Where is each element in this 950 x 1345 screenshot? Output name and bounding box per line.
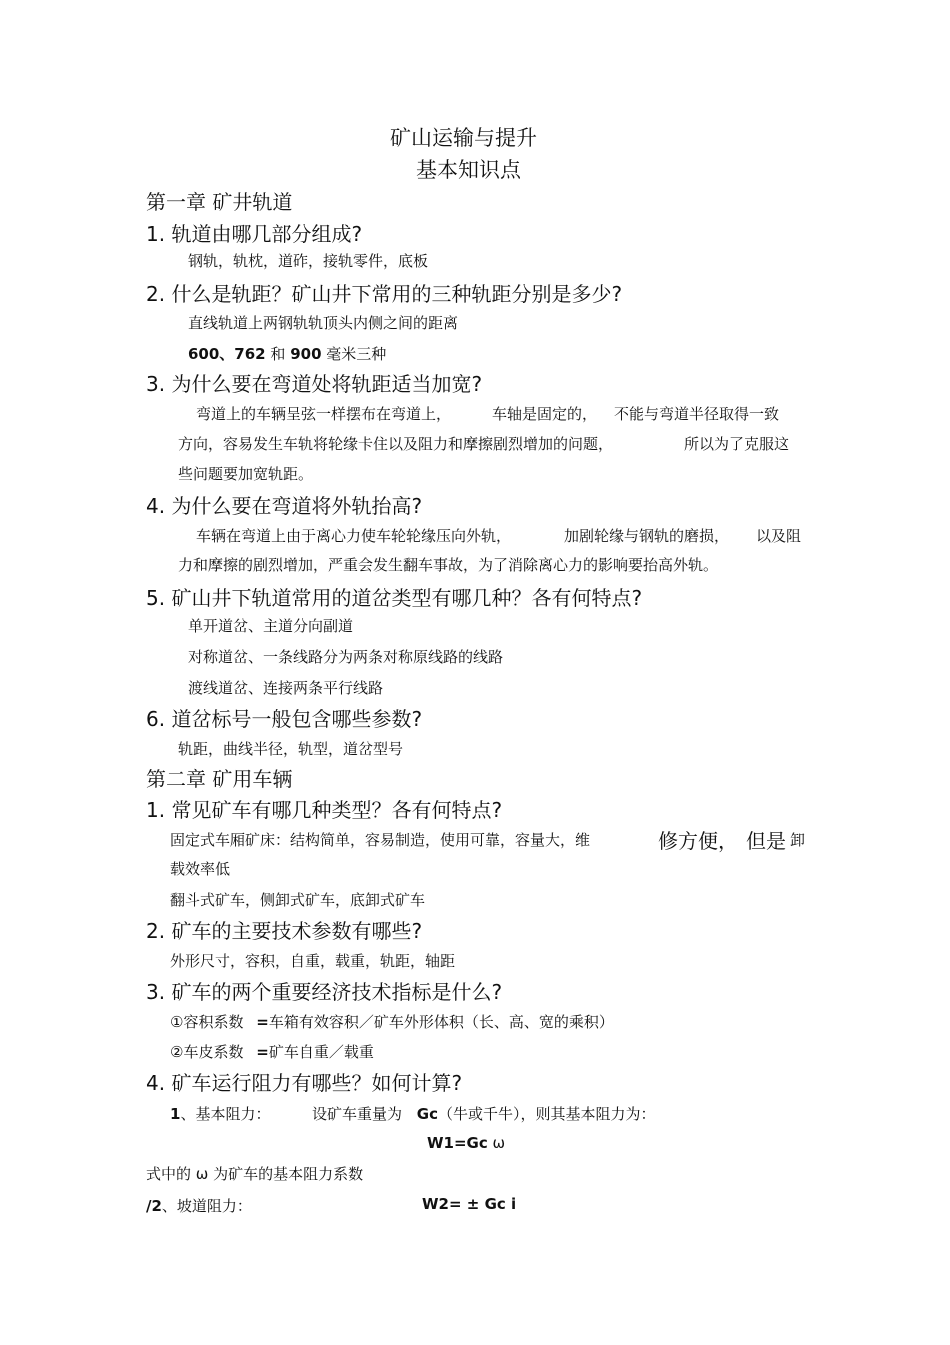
chapter2-answer-1-line-1a: 固定式车厢矿床：结构简单，容易制造，使用可靠，容量大，维 bbox=[170, 831, 591, 849]
question-4: 4. 为什么要在弯道将外轨抬高? bbox=[146, 494, 423, 518]
answer-4-line-2: 力和摩擦的剧烈增加，严重会发生翻车事故，为了消除离心力的影响要抬高外轨。 bbox=[178, 556, 719, 574]
chapter2-answer-1-line-3: 翻斗式矿车，侧卸式矿车，底卸式矿车 bbox=[170, 891, 426, 909]
equals-sign: = bbox=[256, 1043, 269, 1061]
chapter2-question-4: 4. 矿车运行阻力有哪些？如何计算? bbox=[146, 1071, 463, 1095]
conjunction: 和 bbox=[270, 345, 286, 363]
answer-4-line-1a: 车辆在弯道上由于离心力使车轮轮缘压向外轨， bbox=[196, 527, 512, 545]
basic-resistance-label: 、基本阻力： bbox=[180, 1105, 271, 1123]
question-5: 5. 矿山井下轨道常用的道岔类型有哪几种？各有何特点? bbox=[146, 586, 643, 610]
chapter2-answer-4-line-1 bbox=[170, 1103, 270, 1124]
answer-3-line-1b: 车轴是固定的， bbox=[492, 405, 598, 423]
item-number: 1 bbox=[170, 1105, 181, 1123]
omega-symbol: ω bbox=[492, 1134, 506, 1152]
gauge-values: 600、762 bbox=[188, 345, 266, 363]
answer-2-line-1: 直线轨道上两钢轨轨顶头内侧之间的距离 bbox=[188, 314, 459, 332]
chapter2-answer-1-line-1c: 但是 bbox=[746, 829, 786, 853]
chapter2-question-1: 1. 常见矿车有哪几种类型？各有何特点? bbox=[146, 798, 503, 822]
formula-w1: W1=Gc bbox=[427, 1134, 488, 1152]
chapter2-question-3: 3. 矿车的两个重要经济技术指标是什么? bbox=[146, 980, 503, 1004]
answer-5-line-2: 对称道岔、一条线路分为两条对称原线路的线路 bbox=[188, 648, 504, 666]
chapter2-answer-1-line-1d: 卸 bbox=[790, 831, 806, 849]
answer-4-line-1c: 以及阻 bbox=[756, 527, 802, 545]
document-title: 矿山运输与提升 bbox=[390, 126, 537, 150]
chapter2-answer-2: 外形尺寸，容积，自重，载重，轨距，轴距 bbox=[170, 952, 456, 970]
answer-3-line-2b: 所以为了克服这 bbox=[684, 435, 790, 453]
equals-sign: = bbox=[256, 1013, 269, 1031]
document-subtitle: 基本知识点 bbox=[416, 158, 521, 182]
tare-coefficient-label: ②车皮系数 bbox=[170, 1043, 244, 1061]
answer-4-line-1b: 加剧轮缘与钢轨的磨损， bbox=[564, 527, 730, 545]
tare-coefficient-formula: 矿车自重／载重 bbox=[268, 1043, 374, 1061]
answer-1: 钢轨，轨枕，道砟，接轨零件，底板 bbox=[188, 252, 429, 270]
formula-note: 式中的 ω 为矿车的基本阻力系数 bbox=[146, 1165, 364, 1183]
volume-coefficient-formula: 车箱有效容积／矿车外形体积（长、高、宽的乘积） bbox=[268, 1013, 614, 1031]
chapter2-question-2: 2. 矿车的主要技术参数有哪些? bbox=[146, 919, 423, 943]
answer-3-line-3: 些问题要加宽轨距。 bbox=[178, 465, 314, 483]
item-number-2: /2 bbox=[146, 1197, 162, 1215]
question-1: 1. 轨道由哪几部分组成? bbox=[146, 222, 363, 246]
weight-intro: 设矿车重量为 bbox=[312, 1105, 403, 1123]
volume-coefficient-label: ①容积系数 bbox=[170, 1013, 244, 1031]
chapter2-answer-3-line-1 bbox=[170, 1011, 614, 1032]
answer-6: 轨距，曲线半径，轨型，道岔型号 bbox=[178, 740, 404, 758]
answer-2-line-2 bbox=[188, 343, 386, 364]
formula-grade-resistance: W2= ± Gc i bbox=[422, 1195, 517, 1213]
gc-symbol: Gc bbox=[416, 1105, 439, 1123]
formula-basic-resistance bbox=[427, 1134, 505, 1152]
unit-explanation: （牛或千牛），则其基本阻力为： bbox=[438, 1105, 656, 1123]
chapter2-answer-4-line-2 bbox=[146, 1195, 252, 1216]
question-3: 3. 为什么要在弯道处将轨距适当加宽? bbox=[146, 372, 483, 396]
answer-5-line-1: 单开道岔、主道分向副道 bbox=[188, 617, 354, 635]
chapter2-answer-1-line-2: 载效率低 bbox=[170, 860, 231, 878]
answer-5-line-3: 渡线道岔、连接两条平行线路 bbox=[188, 679, 384, 697]
chapter2-answer-4-line-1-rest bbox=[312, 1103, 656, 1124]
answer-3-line-1c: 不能与弯道半径取得一致 bbox=[614, 405, 780, 423]
gauge-value-900: 900 bbox=[290, 345, 322, 363]
chapter-heading-1: 第一章 矿井轨道 bbox=[146, 190, 293, 214]
grade-resistance-label: 、坡道阻力： bbox=[161, 1197, 252, 1215]
question-2: 2. 什么是轨距？矿山井下常用的三种轨距分别是多少? bbox=[146, 282, 623, 306]
question-6: 6. 道岔标号一般包含哪些参数? bbox=[146, 707, 423, 731]
chapter2-answer-1-line-1b: 修方便， bbox=[658, 829, 738, 853]
answer-3-line-2a: 方向，容易发生车轨将轮缘卡住以及阻力和摩擦剧烈增加的问题， bbox=[178, 435, 614, 453]
unit-text: 毫米三种 bbox=[326, 345, 387, 363]
answer-3-line-1a: 弯道上的车辆呈弦一样摆布在弯道上， bbox=[196, 405, 452, 423]
chapter-heading-2: 第二章 矿用车辆 bbox=[146, 767, 293, 791]
chapter2-answer-3-line-2 bbox=[170, 1041, 374, 1062]
